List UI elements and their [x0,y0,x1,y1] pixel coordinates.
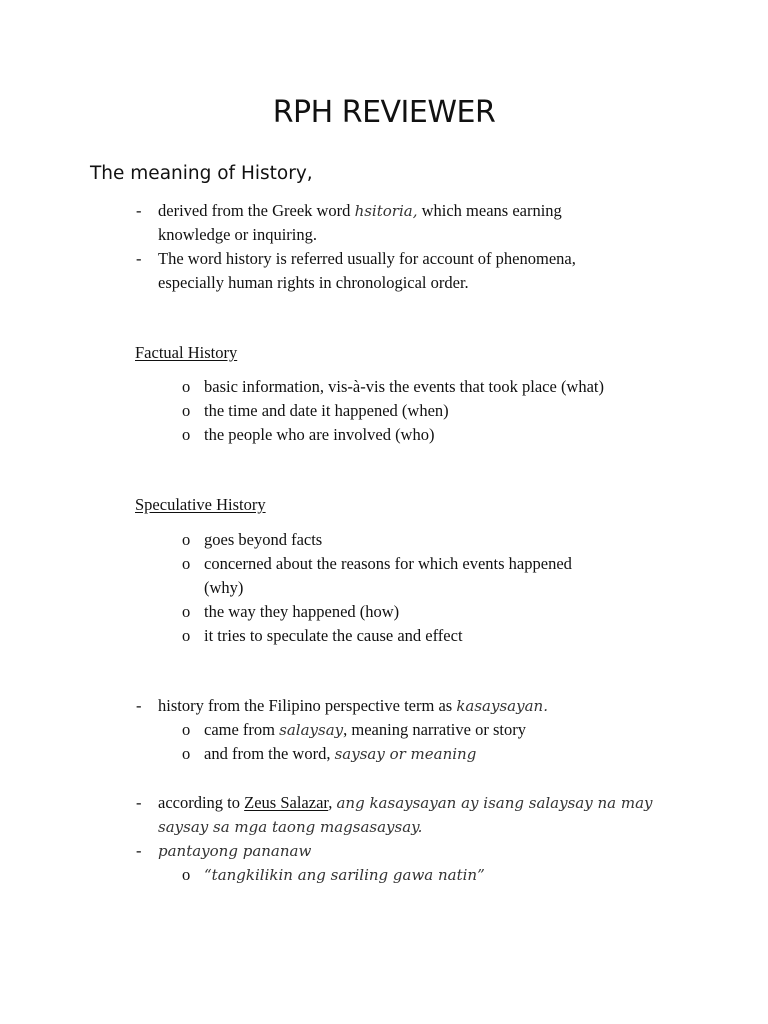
speculative-item: it tries to speculate the cause and effect [204,626,463,645]
circle-marker: o [182,626,191,645]
pantayong-bullet: pantayong pananaw [158,842,312,860]
factual-item: the time and date it happened (when) [204,401,449,420]
dash-marker: - [136,696,142,715]
section-heading: The meaning of History, [90,163,313,184]
circle-marker: o [182,720,191,739]
circle-marker: o [182,401,191,420]
circle-marker: o [182,554,191,573]
factual-item: basic information, vis-à-vis the events that took place (what) [204,377,605,396]
pantayong-sub: “tangkilikin ang sariling gawa natin” [204,866,485,884]
dash-marker: - [136,201,142,220]
speculative-history-heading: Speculative History [135,495,266,514]
filipino-bullet: history from the Filipino perspective term as kasaysayan. [158,696,548,715]
dash-marker: - [136,249,142,268]
intro-bullet-2-cont: especially human rights in chronological order. [158,273,469,292]
dash-marker: - [136,793,142,812]
factual-history-heading: Factual History [135,343,238,362]
salazar-bullet-cont: saysay sa mga taong magsasaysay. [158,818,423,836]
salazar-name: Zeus Salazar [244,793,329,812]
dash-marker: - [136,841,142,860]
filipino-sub-1: came from salaysay, meaning narrative or story [204,720,526,739]
speculative-item: goes beyond facts [204,530,323,549]
filipino-sub-2: and from the word, saysay or meaning [204,744,477,763]
speculative-item: concerned about the reasons for which events happened [204,554,572,573]
circle-marker: o [182,377,191,396]
circle-marker: o [182,530,191,549]
intro-bullet-1-cont: knowledge or inquiring. [158,225,318,244]
circle-marker: o [182,602,191,621]
intro-bullet-2: The word history is referred usually for account of phenomena, [158,249,576,268]
speculative-item-cont: (why) [204,578,244,597]
circle-marker: o [182,744,191,763]
intro-bullet-1: derived from the Greek word hsitoria, which means earning [158,201,562,220]
page-title: RPH REVIEWER [272,95,496,130]
salazar-bullet: according to Zeus Salazar, ang kasaysayan ay isang salaysay na may [158,793,653,812]
speculative-item: the way they happened (how) [204,602,400,621]
circle-marker: o [182,425,191,444]
circle-marker: o [182,865,191,884]
factual-item: the people who are involved (who) [204,425,435,444]
